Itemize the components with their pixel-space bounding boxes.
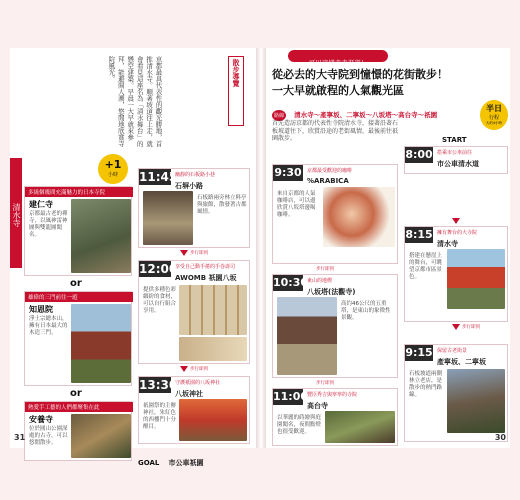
plus-one-sub: 小時 (107, 172, 118, 178)
page-number-right: 30 (494, 433, 506, 442)
stop-desc-1: 石板路兩旁林立料亭與旅館，散發著古都風情。 (197, 195, 247, 215)
option-name-1: 建仁寺 (29, 200, 53, 209)
intro-text-block (106, 56, 226, 148)
r-stop-tag-2: 擁有舞台的大寺院 (437, 230, 478, 236)
option-photo-1 (71, 199, 131, 273)
r-walk-label-1: 步行即到 (462, 325, 480, 330)
half-day-label: 半日 (486, 104, 502, 113)
r-stop-tag-3: 保留古老街景 (437, 348, 468, 354)
half-day-small: 大約4小時 (485, 121, 503, 125)
option-heading-1: 多繞個幾間充滿魅力的日本寺院 (25, 187, 133, 197)
r-stop-card-1 (404, 146, 508, 174)
r-stop-desc-2: 搭建在懸崖上的舞台，可眺望京都市區景色。 (409, 253, 443, 280)
intro-text: 京都最具代表性的觀光勝地，首推清水寺。順著坡道往上走，就會看見這座名為「清水舞台」的懸空建築。早晨一大早就來參拜，能避開人潮，悠閒地欣賞寺院風光。 (107, 56, 163, 147)
r-stop-tag-1: 搭乘市公車前往 (437, 150, 473, 156)
gutter (256, 48, 266, 448)
r-stop-name-3: 產寧坂、二寧坂 (437, 358, 486, 366)
option-card-1 (24, 186, 132, 276)
route-label: 路線 (272, 110, 286, 121)
walk-label-1: 步行即到 (190, 251, 208, 256)
r-stop-time-2: 8:15 (405, 228, 433, 241)
option-photo-2 (71, 304, 131, 383)
side-tab-label: 清水寺 (12, 203, 21, 227)
route-text: 清水寺～產寧坂、二寧坂～八坂塔～高台寺～祇園 (294, 111, 438, 119)
option-photo-3 (71, 414, 131, 458)
start-label: START (442, 136, 467, 144)
section-title: 散步導覽 (232, 59, 240, 87)
stop-tag-1: 幽靜的石板路小巷 (175, 172, 216, 178)
route-row (272, 102, 482, 119)
arrow-down-icon (452, 324, 460, 330)
r-stop-photo-3 (447, 369, 505, 433)
plus-one-badge (98, 154, 128, 184)
stop-photo-3 (179, 399, 247, 441)
option-desc-3: 位於圓山公園深處的古寺，可以悠閒散步。 (29, 426, 68, 446)
r-stop-time-4: 9:30 (274, 166, 302, 179)
r-stop-name-2: 清水寺 (437, 240, 458, 248)
r-stop-name-1: 市公車清水道 (437, 160, 479, 168)
stop-card-3 (138, 376, 250, 444)
stop-tag-2: 享受自己動手捲的手巻壽司 (175, 264, 236, 270)
stop-card-2 (138, 260, 250, 364)
r-stop-time-3: 9:15 (405, 346, 433, 359)
r-stop-name-6: 高台寺 (307, 402, 328, 410)
goal-label: GOAL (138, 459, 160, 467)
r-stop-name-4: %ARABICA (307, 177, 349, 185)
stop-tag-3: 守護祇園的八坂神社 (175, 380, 221, 386)
plus-one-label: +1 (104, 158, 122, 171)
stop-name-3: 八坂神社 (175, 390, 203, 398)
half-day-badge (480, 100, 508, 130)
r-stop-desc-6: 以華麗的蒔繪與庭園聞名，夜間點燈也很受歡迎。 (277, 415, 322, 435)
r-stop-card-6 (272, 388, 398, 446)
r-stop-desc-5: 高約46公尺的五重塔，是東山的象徵性景觀。 (341, 301, 391, 321)
left-page (10, 48, 256, 467)
stop-time-1: 11:45 (139, 170, 178, 184)
r-stop-tag-6: 豐臣秀吉與寧寧的寺院 (307, 392, 358, 398)
r-walk-label-2: 步行即到 (316, 267, 334, 272)
option-heading-3: 熱愛手工藝的人們都聚集在此 (25, 402, 133, 412)
r-stop-card-2 (404, 226, 508, 322)
arrow-down-icon (180, 250, 188, 256)
r-stop-tag-5: 東山的地標 (307, 278, 333, 284)
half-day-sub: 行程 (488, 115, 499, 121)
arrow-down-icon (180, 366, 188, 372)
tagline: 可以這樣走走逛逛！ (308, 59, 368, 67)
or-label-1: or (70, 278, 82, 289)
arrow-down-icon (452, 218, 460, 224)
stop-photo-1 (143, 191, 193, 245)
r-stop-name-5: 八坂塔(法觀寺) (307, 288, 356, 296)
r-stop-card-3 (404, 344, 508, 442)
r-stop-photo-6 (325, 411, 395, 443)
r-stop-desc-3: 石板坡道兩側林立老店，是散步的熱門路線。 (409, 371, 443, 398)
r-stop-desc-4: 來自京都的人氣咖啡店，可以邊欣賞八坂塔邊喝咖啡。 (277, 191, 316, 218)
option-card-2 (24, 291, 132, 386)
r-stop-time-6: 11:00 (273, 390, 309, 403)
option-name-3: 安養寺 (29, 415, 53, 424)
headline-2: 一大早就啟程的人氣觀光區 (272, 84, 404, 97)
stop-desc-2: 提供多種色彩繽紛的食材，可以自行組合享用。 (143, 287, 177, 314)
stop-photo-2b (179, 337, 247, 361)
walk-label-2: 步行即到 (190, 367, 208, 372)
option-name-2: 知恩院 (29, 305, 53, 314)
stop-card-1 (138, 168, 250, 248)
r-walk-label-3: 步行即到 (316, 381, 334, 386)
right-page (266, 48, 510, 448)
tagline-bar (288, 50, 388, 67)
option-desc-2: 淨土宗總本山，擁有日本最大的木造三門。 (29, 316, 68, 336)
r-stop-photo-5 (277, 297, 337, 375)
page-number-left: 31 (14, 433, 26, 442)
summary-text: 首先造訪京都的代表性寺院清水寺，接著沿著石板坡道往下，欣賞沿途的老街風情，最後前往祇園散步。 (272, 120, 399, 142)
stop-desc-3: 祇園祭的主辦神社，朱紅色的西樓門十分醒目。 (143, 403, 177, 430)
goal-name: 市公車祇園 (168, 459, 204, 467)
r-stop-time-1: 8:00 (405, 148, 433, 161)
or-label-2: or (70, 388, 82, 399)
stop-time-3: 13:30 (139, 378, 178, 392)
r-stop-time-5: 10:30 (273, 276, 309, 289)
option-card-3 (24, 401, 132, 461)
stop-time-2: 12:00 (139, 262, 178, 276)
r-stop-card-5 (272, 274, 398, 378)
r-stop-card-4 (272, 164, 398, 264)
option-heading-2: 雄偉的三門前往一遊 (25, 292, 133, 302)
stop-name-1: 石塀小路 (175, 182, 203, 190)
r-stop-tag-4: 京都最受歡迎的咖啡 (307, 168, 353, 174)
r-stop-photo-4 (323, 187, 395, 247)
headline-1: 從必去的大寺院到憧憬的花街散步！ (272, 68, 448, 81)
option-desc-1: 京都最古老的禪寺，以風神雷神圖與雙龍圖聞名。 (29, 211, 68, 238)
section-title-box (228, 56, 244, 126)
goal-row (138, 450, 250, 467)
side-tab (10, 158, 22, 268)
stop-name-2: AWOMB 祇園八坂 (175, 274, 237, 282)
stop-photo-2 (179, 285, 247, 335)
r-stop-photo-2 (447, 249, 505, 309)
